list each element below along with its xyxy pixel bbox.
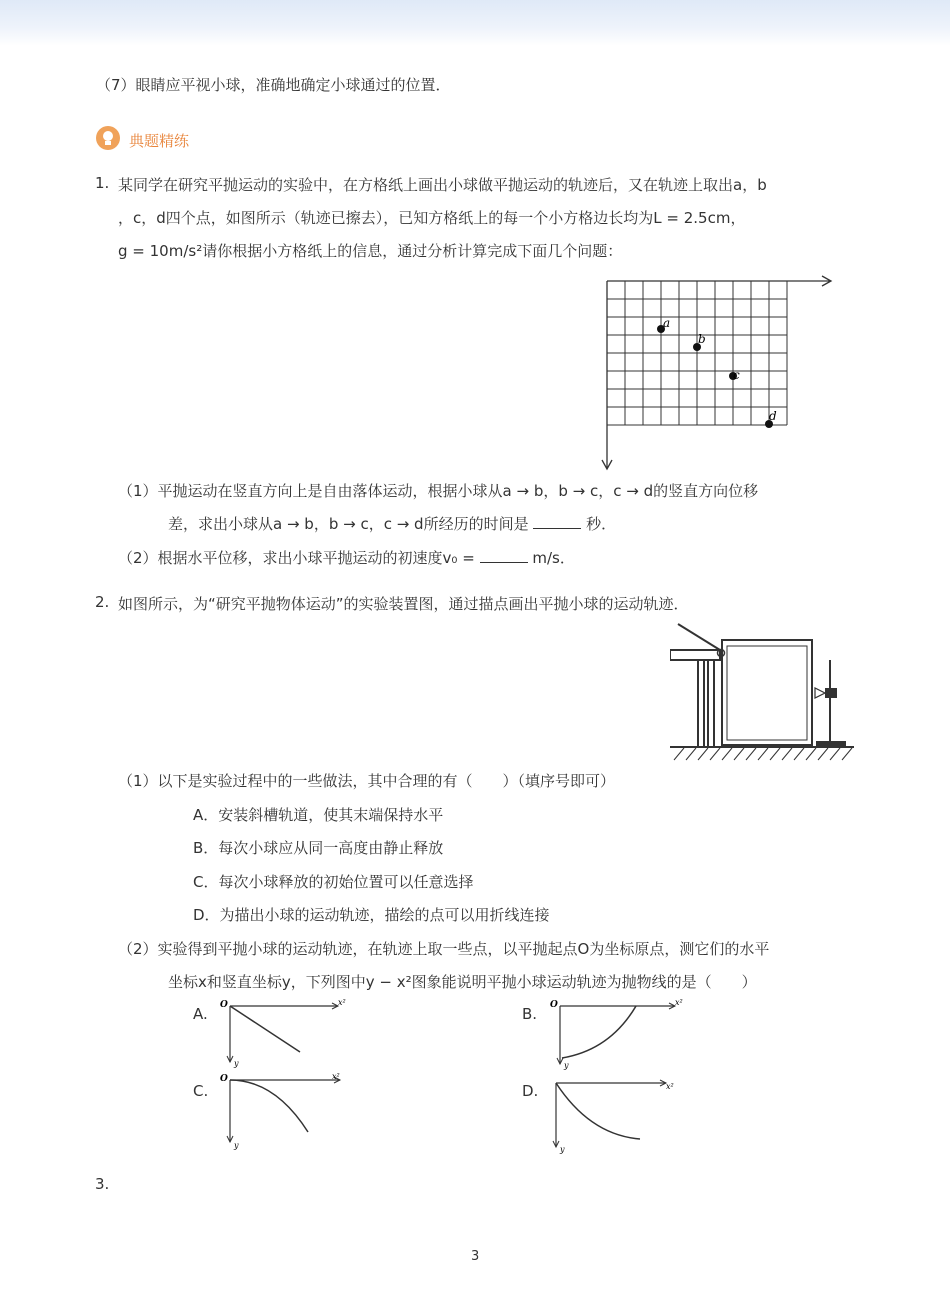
graph-b-origin: O [550, 1000, 558, 1010]
q2-option-d[interactable]: D．为描出小球的运动轨迹，描绘的点可以用折线连接 [193, 906, 550, 924]
q1-line1: 某同学在研究平抛运动的实验中，在方格纸上画出小球做平抛运动的轨迹后，又在轨迹上取出a，b [118, 176, 767, 194]
grid-figure [598, 272, 838, 474]
apparatus-figure [670, 620, 855, 762]
q1-sub1-line2 [168, 513, 616, 534]
q2-sub1: （1）以下是实验过程中的一些做法，其中合理的有（ ）（填序号即可） [118, 772, 616, 790]
graph-b-xlabel: x² [675, 998, 683, 1007]
page-number: 3 [471, 1249, 480, 1264]
point-c-label: c [733, 368, 740, 382]
graph-b[interactable] [550, 998, 685, 1070]
graph-c-curve [230, 1080, 308, 1132]
graph-b-curve [562, 1006, 636, 1058]
q3-number: 3. [95, 1175, 110, 1193]
answer-blank-time[interactable] [533, 528, 581, 529]
q2-intro: 如图所示，为“研究平抛物体运动”的实验装置图，通过描点画出平抛小球的运动轨迹． [118, 595, 689, 613]
q1-sub1-line1: （1）平抛运动在竖直方向上是自由落体运动，根据小球从a → b，b → c，c → d的竖直方向位移 [118, 482, 759, 500]
q2-sub2-line2: 坐标x和竖直坐标y，下列图中y − x²图象能说明平抛小球运动轨迹为抛物线的是（ ） [168, 973, 757, 991]
graph-b-label[interactable]: B. [522, 1005, 538, 1023]
graph-d[interactable] [548, 1075, 678, 1155]
q1-line2: ，c，d四个点，如图所示（轨迹已擦去），已知方格纸上的每一个小方格边长均为L = 2.5cm， [118, 209, 746, 227]
q2-number: 2. [95, 593, 110, 611]
graph-d-ylabel: y [560, 1145, 565, 1154]
graph-b-ylabel: y [564, 1061, 569, 1070]
q1-sub1-text: 差，求出小球从a → b，b → c，c → d所经历的时间是 [168, 515, 529, 533]
q2-option-c[interactable]: C．每次小球释放的初始位置可以任意选择 [193, 873, 474, 891]
graph-a-label[interactable]: A. [193, 1005, 208, 1023]
graph-d-curve [556, 1083, 640, 1139]
ground-hatching [674, 748, 852, 760]
graph-a-origin: O [220, 1000, 228, 1010]
intro-line: （7）眼睛应平视小球，准确地确定小球通过的位置． [96, 76, 451, 94]
q1-line3: g = 10m/s²请你根据小方格纸上的信息，通过分析计算完成下面几个问题： [118, 242, 623, 260]
graph-c-label[interactable]: C. [193, 1082, 209, 1100]
section-title: 典题精练 [129, 132, 190, 150]
q2-sub2-line1: （2）实验得到平抛小球的运动轨迹，在轨迹上取一些点，以平抛起点O为坐标原点，测它们的水平 [118, 940, 770, 958]
point-b-label: b [698, 332, 706, 346]
q1-sub2-unit: m/s． [532, 549, 575, 567]
graph-a-xlabel: x² [338, 998, 346, 1007]
point-a-label: a [663, 316, 671, 330]
q1-sub1-unit: 秒． [586, 515, 617, 533]
q2-option-b[interactable]: B．每次小球应从同一高度由静止释放 [193, 839, 444, 857]
q1-number: 1. [95, 174, 110, 192]
q1-sub2-text: （2）根据水平位移，求出小球平抛运动的初速度v₀ = [118, 549, 475, 567]
point-d-label: d [769, 409, 777, 423]
graph-c[interactable] [220, 1072, 350, 1152]
graph-a-ylabel: y [234, 1059, 239, 1068]
graph-c-origin: O [220, 1074, 228, 1084]
graph-c-ylabel: y [234, 1141, 239, 1150]
q1-sub2 [118, 547, 575, 568]
q2-option-a[interactable]: A．安装斜槽轨道，使其末端保持水平 [193, 806, 444, 824]
lightbulb-icon [96, 126, 120, 150]
graph-d-xlabel: x² [666, 1082, 674, 1091]
graph-c-xlabel: x² [332, 1072, 340, 1081]
header-band [0, 0, 950, 46]
graph-d-label[interactable]: D. [522, 1082, 539, 1100]
graph-a[interactable] [218, 998, 348, 1068]
graph-a-curve [230, 1006, 300, 1052]
answer-blank-velocity[interactable] [480, 562, 528, 563]
